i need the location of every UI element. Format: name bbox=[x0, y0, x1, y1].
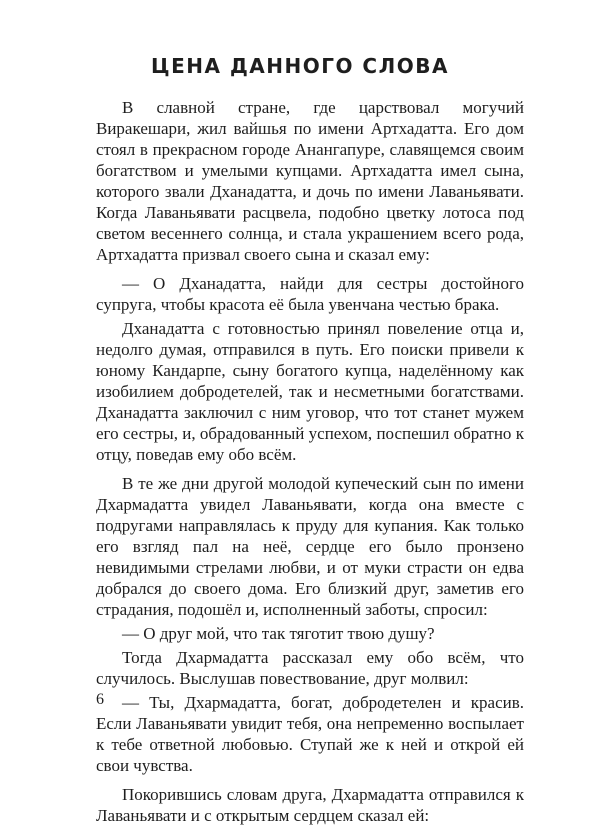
dialogue-line: — О Дханадатта, найди для сестры достойного супруга, чтобы красота её была увенчана честью брака. bbox=[96, 274, 524, 314]
paragraph: В те же дни другой молодой купеческий сын по имени Дхармадатта увидел Лаваньявати, когда она вместе с подругами направлялась к пруду для купания. Как только его взгляд пал на неё, сердце его было пронзено невидимыми стрелами любви, и от муки страсти он едва добрался до своего дома. Его близкий друг, заметив его страдания, подошёл и, исполненный заботы, спросил: bbox=[96, 474, 524, 619]
paragraph: Тогда Дхармадатта рассказал ему обо всём, что случилось. Выслушав повествование, друг молвил: bbox=[96, 648, 524, 688]
paragraph: Покорившись словам друга, Дхармадатта отправился к Лаваньявати и с открытым сердцем сказал ей: bbox=[96, 785, 524, 825]
chapter-title: ЦЕНА ДАННОГО СЛОВА bbox=[151, 54, 449, 78]
chapter-text bbox=[96, 97, 524, 834]
paragraph: Дханадатта с готовностью принял повеление отца и, недолго думая, отправился в путь. Его поиски привели к юному Кандарпе, сыну богатого купца, наделённому как изобилием добродетелей, так и несметными богатствами. Дханадатта заключил с ним уговор, что тот станет мужем его сестры, и, обрадованный успехом, поспешил обратно к отцу, поведав ему обо всём. bbox=[96, 319, 524, 464]
page-number: 6 bbox=[96, 691, 104, 708]
dialogue-line: — Ты, Дхармадатта, богат, добродетелен и красив. Если Лаваньявати увидит тебя, она непременно воспылает к тебе ответной любовью. Ступай же к ней и открой ей свои чувства. bbox=[96, 693, 524, 775]
dialogue-line: — О друг мой, что так тяготит твою душу? bbox=[122, 624, 435, 643]
paragraph: В славной стране, где царствовал могучий Виракешари, жил вайшья по имени Артхадатта. Его дом стоял в прекрасном городе Анангапуре, славящемся своим богатством и умелыми купцами. Артхадатта имел сына, которого звали Дханадатта, и дочь по имени Лаваньявати. Когда Лаваньявати расцвела, подобно цветку лотоса под светом весеннего солнца, и стала украшением всего рода, Артхадатта призвал своего сына и сказал ему: bbox=[96, 98, 524, 264]
